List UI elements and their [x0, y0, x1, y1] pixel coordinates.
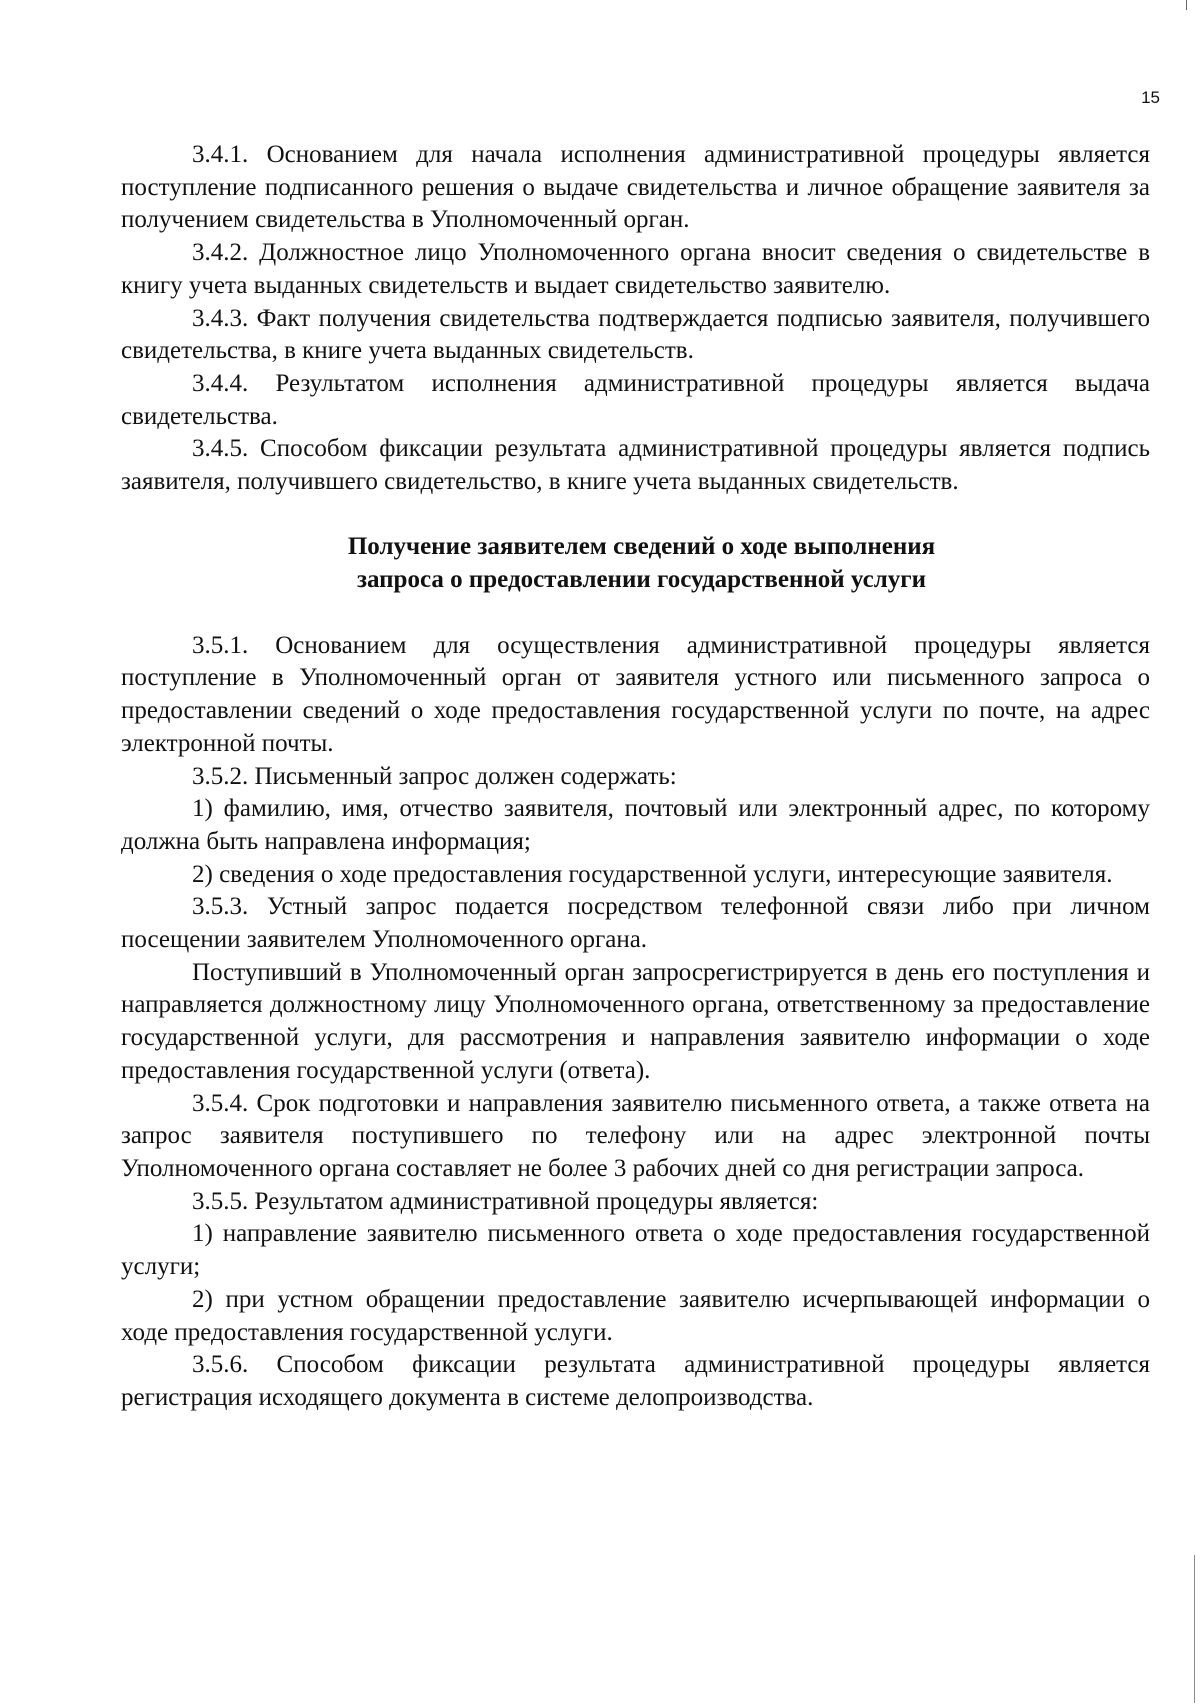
result-item-1: 1) направление заявителю письменного ответа о ходе предоставления государственной услуги;: [121, 1220, 1150, 1281]
result-item-2: 2) при устном обращении предоставление заявителю исчерпывающей информации о ходе предоставления государственной услуги.: [121, 1285, 1150, 1346]
list-item-1: 1) фамилию, имя, отчество заявителя, почтовый или электронный адрес, по которому должна быть направлена информация;: [121, 795, 1150, 855]
paragraph-3-5-4: 3.5.4. Срок подготовки и направления заявителю письменного ответа, а также ответа на запрос заявителя поступившего по телефону или на адрес электронной почты Уполномоченного органа составляет не более 3 рабочих дней со дня регистрации запроса.: [121, 1089, 1150, 1182]
document-body: [121, 139, 1150, 1415]
paragraph-3-5-2: 3.5.2. Письменный запрос должен содержать:: [192, 762, 677, 790]
scan-edge-mark-top: [1186, 0, 1187, 10]
spacer: [121, 596, 1150, 630]
list-item-2: 2) сведения о ходе предоставления государственной услуги, интересующие заявителя.: [192, 860, 1113, 888]
scan-edge-mark-right: [1194, 1555, 1195, 1703]
paragraph-3-4-3: 3.4.3. Факт получения свидетельства подтверждается подписью заявителя, получившего свидетельства, в книге учета выданных свидетельств.: [121, 304, 1150, 365]
section-heading-line-2: запроса о предоставлении государственной услуги: [356, 565, 927, 593]
spacer: [121, 499, 1150, 530]
paragraph-3-4-5: 3.4.5. Способом фиксации результата административной процедуры является подпись заявителя, получившего свидетельство, в книге учета выданных свидетельств.: [121, 435, 1150, 496]
paragraph-3-5-5: 3.5.5. Результатом административной процедуры является:: [192, 1187, 819, 1215]
paragraph-3-4-4: 3.4.4. Результатом исполнения административной процедуры является выдача свидетельства.: [121, 369, 1150, 430]
page-number: 15: [1141, 88, 1160, 107]
paragraph-3-4-2: 3.4.2. Должностное лицо Уполномоченного органа вносит сведения о свидетельстве в книгу учета выданных свидетельств и выдает свидетельство заявителю.: [121, 239, 1150, 299]
paragraph-registration: Поступивший в Уполномоченный орган запросрегистрируется в день его поступления и направляется должностному лицу Уполномоченного органа, ответственному за предоставление государственной услуги, для рассмотрения и направления заявителю информации о ходе предоставления государственной услуги (ответа).: [121, 958, 1150, 1084]
paragraph-3-4-1: 3.4.1. Основанием для начала исполнения административной процедуры является поступление подписанного решения о выдаче свидетельства и личное обращение заявителя за получением свидетельства в Уполномоченный орган.: [121, 141, 1150, 234]
paragraph-3-5-3: 3.5.3. Устный запрос подается посредством телефонной связи либо при личном посещении заявителем Уполномоченного органа.: [121, 893, 1150, 954]
paragraph-3-5-1: 3.5.1. Основанием для осуществления административной процедуры является поступление в Уполномоченный орган от заявителя устного или письменного запроса о предоставлении сведений о ходе предоставления государственной услуги по почте, на адрес электронной почты.: [121, 631, 1150, 757]
section-heading-line-1: Получение заявителем сведений о ходе выполнения: [347, 532, 936, 560]
paragraph-3-5-6: 3.5.6. Способом фиксации результата административной процедуры является регистрация исходящего документа в системе делопроизводства.: [121, 1351, 1150, 1411]
